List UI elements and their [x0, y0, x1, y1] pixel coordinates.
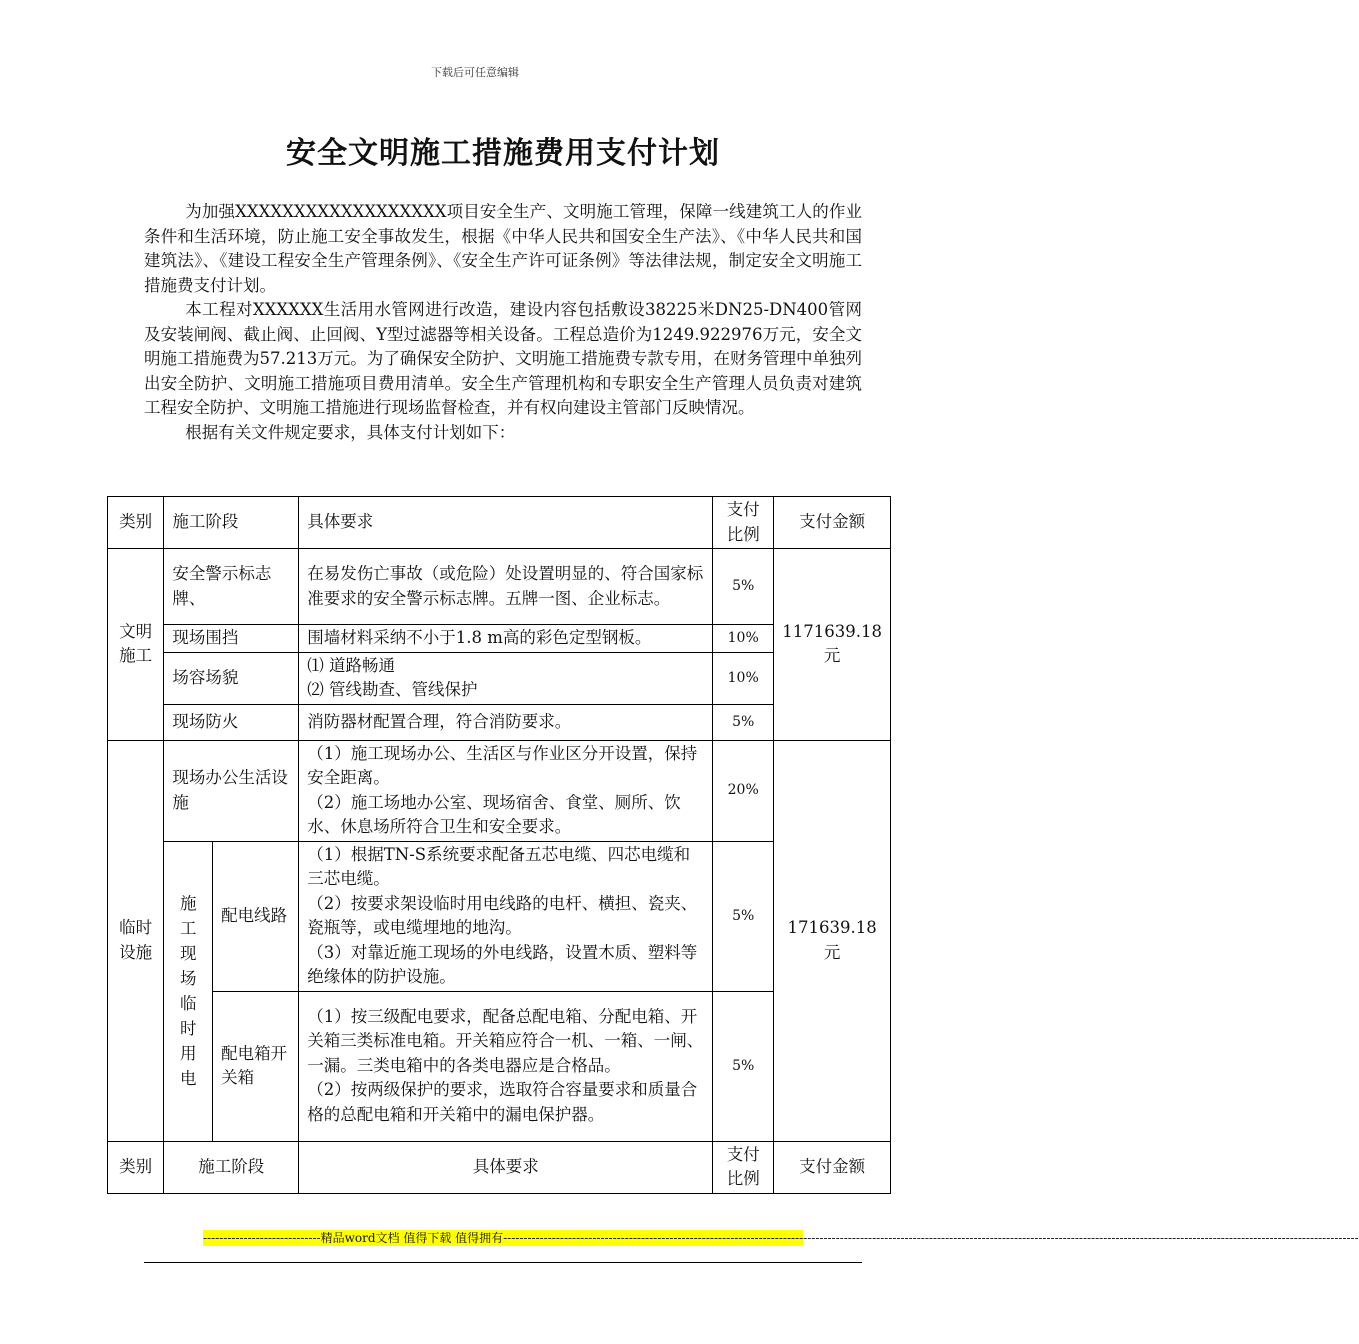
requirement-cell: 在易发伤亡事故（或危险）处设置明显的、符合国家标准要求的安全警示标志牌。五牌一图、企业标志。 — [299, 549, 713, 625]
requirement-line: （2）施工场地办公室、现场宿舍、食堂、厕所、饮水、休息场所符合卫生和安全要求。 — [307, 792, 681, 836]
requirement-line: （2）按两级保护的要求，选取符合容量要求和质量合格的总配电箱和开关箱中的漏电保护器。 — [307, 1080, 698, 1124]
ratio-cell: 5% — [713, 549, 774, 625]
requirement-cell — [299, 991, 713, 1141]
ratio-cell: 5% — [713, 991, 774, 1141]
requirement-line: （3）对靠近施工现场的外电线路，设置木质、塑料等绝缘体的防护设施。 — [307, 942, 698, 986]
header-category: 类别 — [108, 1141, 164, 1193]
payment-plan-table — [107, 496, 891, 1194]
stage-cell: 安全警示标志牌、 — [164, 549, 299, 625]
header-amount: 支付金额 — [774, 1141, 891, 1193]
category-temp: 临时设施 — [108, 740, 164, 1141]
paragraph-intro: 为加强XXXXXXXXXXXXXXXXXX项目安全生产、文明施工管理，保障一线建筑工人的作业条件和生活环境，防止施工安全事故发生，根据《中华人民共和国安全生产法》、《中华人民共和国建筑法》、《建设工程安全生产管理条例》、《安全生产许可证条例》等法律法规，制定安全文明施工措施费支付计划。 — [144, 202, 862, 295]
requirement-cell: 消防器材配置合理，符合消防要求。 — [299, 704, 713, 740]
stage-cell: 现场办公生活设施 — [164, 740, 299, 841]
header-amount: 支付金额 — [774, 497, 891, 549]
requirement-cell — [299, 652, 713, 704]
header-category: 类别 — [108, 497, 164, 549]
requirement-cell — [299, 740, 713, 841]
table-header-row-repeat — [108, 1141, 891, 1193]
header-note: 下载后可任意编辑 — [431, 66, 519, 79]
footer-banner: -----------------------------精品word文档 值得下载 值得拥有------------------------------------------------------------------------------------------------------------------------------------------------------------------------------------------------------------------- — [203, 1231, 1359, 1245]
category-civil: 文明施工 — [108, 549, 164, 741]
table-row — [108, 841, 891, 991]
paragraph-lead-in: 根据有关文件规定要求，具体支付计划如下： — [185, 422, 516, 442]
stage-cell: 配电线路 — [213, 841, 299, 991]
stage-cell: 配电箱开关箱 — [213, 991, 299, 1141]
paragraph-project: 本工程对XXXXXX生活用水管网进行改造，建设内容包括敷设38225米DN25-DN400管网及安装闸阀、截止阀、止回阀、Y型过滤器等相关设备。工程总造价为1249.922976万元，安全文明施工措施费为57.213万元。为了确保安全防护、文明施工措施费专款专用，在财务管理中单独列出安全防护、文明施工措施项目费用清单。安全生产管理机构和专职安全生产管理人员负责对建筑工程安全防护、文明施工措施进行现场监督检查，并有权向建设主管部门反映情况。 — [144, 300, 862, 417]
requirement-line: （1）施工现场办公、生活区与作业区分开设置，保持安全距离。 — [307, 743, 698, 787]
requirement-line: （2）按要求架设临时用电线路的电杆、横担、瓷夹、瓷瓶等，或电缆埋地的地沟。 — [307, 893, 698, 937]
document-title: 安全文明施工措施费用支付计划 — [286, 136, 720, 171]
stage-cell: 现场防火 — [164, 704, 299, 740]
body-text — [144, 200, 862, 445]
requirement-line: （1）根据TN-S系统要求配备五芯电缆、四芯电缆和三芯电缆。 — [307, 844, 691, 888]
header-requirement: 具体要求 — [299, 497, 713, 549]
requirement-line: ⑵ 管线勘查、管线保护 — [307, 680, 478, 699]
table-row — [108, 704, 891, 740]
stage-cell: 现场围挡 — [164, 625, 299, 653]
amount-temp: 171639.18元 — [774, 740, 891, 1141]
ratio-cell: 10% — [713, 652, 774, 704]
header-stage: 施工阶段 — [164, 497, 299, 549]
footer-rule — [144, 1262, 862, 1263]
stage-cell: 场容场貌 — [164, 652, 299, 704]
table-row — [108, 740, 891, 841]
power-group-label: 施工现场临时用电 — [164, 841, 213, 1141]
requirement-cell — [299, 841, 713, 991]
ratio-cell: 5% — [713, 704, 774, 740]
table-row — [108, 549, 891, 625]
header-requirement: 具体要求 — [299, 1141, 713, 1193]
header-ratio: 支付比例 — [713, 1141, 774, 1193]
requirement-cell: 围墙材料采纳不小于1.8 m高的彩色定型钢板。 — [299, 625, 713, 653]
table-row — [108, 652, 891, 704]
table-header-row — [108, 497, 891, 549]
requirement-line: （1）按三级配电要求，配备总配电箱、分配电箱、开关箱三类标准电箱。开关箱应符合一机、一箱、一闸、一漏。三类电箱中的各类电器应是合格品。 — [307, 1006, 704, 1075]
ratio-cell: 10% — [713, 625, 774, 653]
ratio-cell: 5% — [713, 841, 774, 991]
header-ratio: 支付比例 — [713, 497, 774, 549]
ratio-cell: 20% — [713, 740, 774, 841]
requirement-line: ⑴ 道路畅通 — [307, 655, 396, 675]
amount-civil: 1171639.18元 — [774, 549, 891, 741]
table-row — [108, 991, 891, 1141]
table-row — [108, 625, 891, 653]
header-stage: 施工阶段 — [164, 1141, 299, 1193]
